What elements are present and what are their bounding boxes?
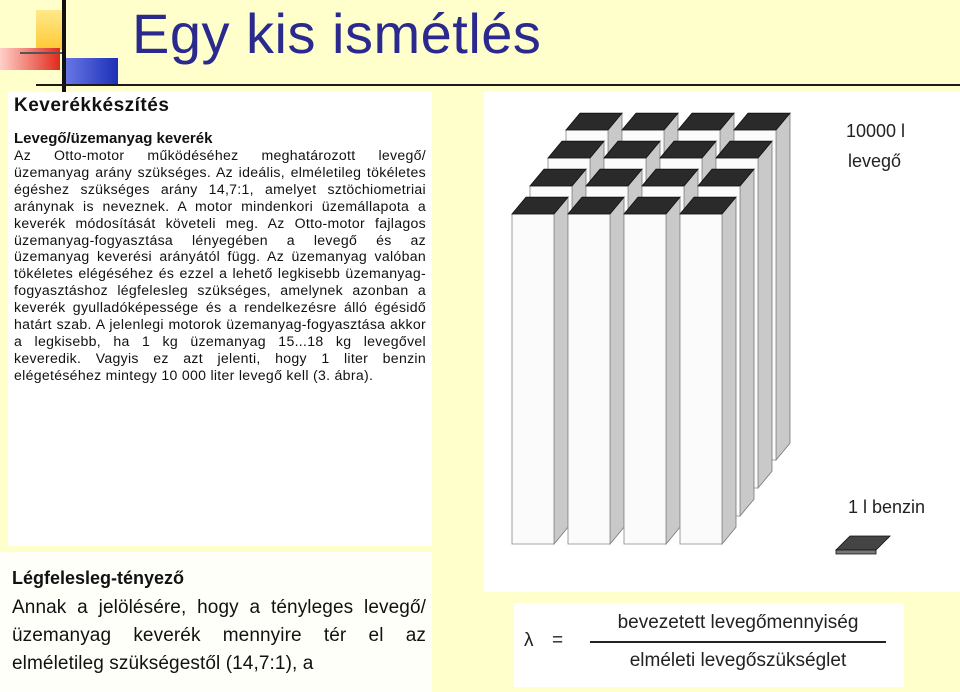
section-subheading: Levegő/üzemanyag keverék <box>14 130 213 147</box>
column-front <box>568 214 610 544</box>
lambda-text-panel <box>0 552 432 692</box>
column-front <box>680 214 722 544</box>
fuel-block-front <box>836 550 876 554</box>
section-heading: Keverékkészítés <box>14 95 170 116</box>
column-side <box>610 197 624 544</box>
scanned-text-panel <box>8 92 432 546</box>
corner-decoration-graphic <box>0 0 130 92</box>
air-volume-label: 10000 l <box>846 121 906 141</box>
slide-title: Egy kis ismétlés <box>132 2 542 65</box>
air-word-label: levegő <box>848 151 902 171</box>
air-fuel-figure <box>484 92 960 592</box>
column-side <box>758 141 772 488</box>
column-side <box>740 169 754 516</box>
lambda-formula <box>514 603 904 687</box>
fraction-line <box>590 641 886 643</box>
lambda-heading: Légfelesleg-tényező <box>12 568 185 588</box>
column-side <box>554 197 568 544</box>
equals-sign: = <box>552 630 564 651</box>
lambda-symbol: λ <box>524 630 534 651</box>
column-side <box>666 197 680 544</box>
formula-denominator: elméleti levegőszükséglet <box>629 650 847 671</box>
formula-numerator: bevezetett levegőmennyiség <box>617 612 859 633</box>
corner-decoration <box>0 0 130 92</box>
fuel-block-top <box>836 536 890 550</box>
column-front <box>624 214 666 544</box>
title-underline <box>36 84 960 86</box>
column-side <box>722 197 736 544</box>
column-front <box>512 214 554 544</box>
fuel-label: 1 l benzin <box>848 497 926 517</box>
lambda-body: Annak a jelölésére, hogy a tényleges levegő/üzemanyag keverék mennyire tér el az elméletileg szükségestől (14,7:1), a <box>12 597 426 674</box>
column-side <box>776 113 790 460</box>
section-body: Az Otto-motor működéséhez meghatározott levegő/üzemanyag arány szükséges. Az ideális, elméletileg tökéletes égéshez szükséges arány 14,7:1, amelyet sztöchiometriai aránynak is neveznek. A motor mindenkori üzemállapota a keverék módosítását követeli meg. Az Otto-motor fajlagos üzemanyag-fogyasztása lényegében a levegő és az üzemanyag keverési arányától függ. Az üzemanyag valóban tökéletes elégéséhez és ezzel a lehető legkisebb üzemanyag-fogyasztáshoz légfelesleg szükséges, amelynek azonban a keverék gyulladóképessége és a rendelkezésre álló égésidő határt szab. A jelenlegi motorok üzemanyag-fogyasztása akkor a legkisebb, ha 1 kg üzemanyag 15...18 kg levegővel keveredik. Vagyis ez azt jelenti, hogy 1 liter benzin elégetéséhez mintegy 10 000 liter levegő kell (3. ábra). <box>14 147 426 383</box>
